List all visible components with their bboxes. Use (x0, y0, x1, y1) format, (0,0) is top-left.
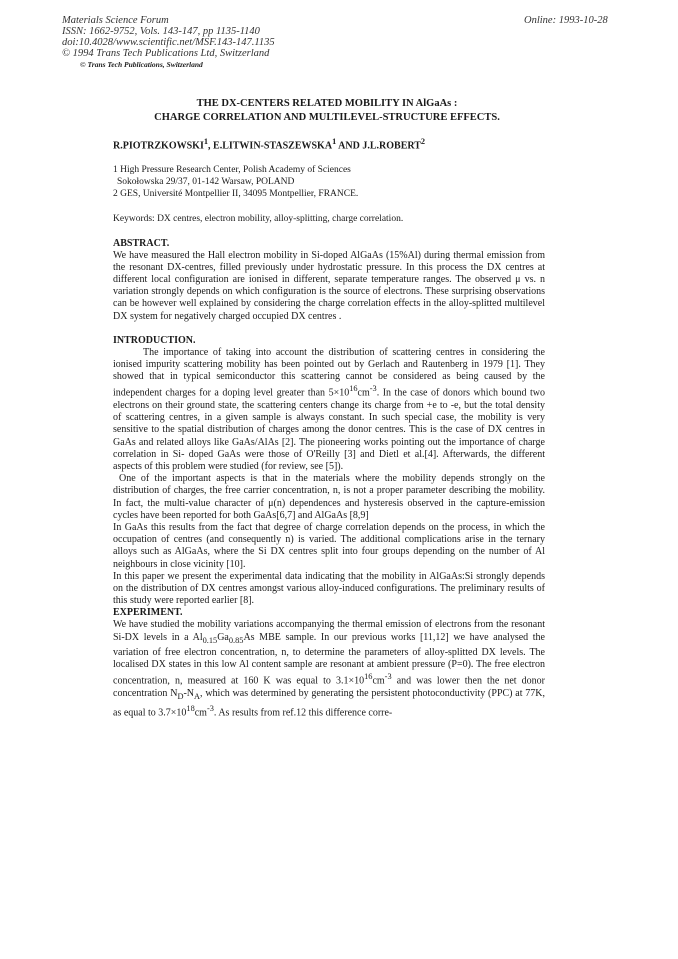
affiliations (113, 164, 545, 201)
journal-name: Materials Science Forum (62, 15, 169, 26)
author-list (113, 136, 545, 153)
affiliation-1 (113, 164, 545, 176)
exp-sup-2: -3 (384, 672, 392, 682)
author-1-affil: 1 (203, 137, 209, 146)
author-2: , E.LITWIN-STASZEWSKA (208, 140, 333, 152)
experiment-paragraph-1 (113, 619, 545, 719)
paper-title (109, 97, 545, 125)
title-line-2: CHARGE CORRELATION AND MULTILEVEL-STRUCTURE EFFECTS. (154, 112, 500, 123)
exp-sub-4: A (194, 691, 201, 701)
copyright-line: © 1994 Trans Tech Publications Ltd, Switzerland (62, 48, 270, 59)
issn-line: ISSN: 1662-9752, Vols. 143-147, pp 1135-1140 (62, 26, 260, 37)
author-1: R.PIOTRZKOWSKI (113, 140, 204, 152)
publisher-line: © Trans Tech Publications, Switzerland (80, 60, 203, 69)
exp-sub-2: 0.85 (228, 635, 244, 645)
intro-p1-part-c: . In the case of donors which bound two electrons on their ground state, the scattering centers change its charge from +e to -e, but the total density of scattering centres, in a given sample is always constant. In such special case, the mobility is very sensitive to the spatial distribution of charges among the donor centres. This is the case of DX centres in GaAs and related alloys like GaAs/AlAs [2]. The pioneering works pointing out the importance of charge correlation in Si- doped GaAs were those of O'Reilly [3] and Dietl et al.[4]. Afterwards, the different aspects of this problem were studied (for review, see [5]). (113, 387, 546, 472)
citation-header (62, 15, 275, 71)
intro-paragraph-4: In this paper we present the experimental data indicating that the mobility in AlGaAs:Si strongly depends on the distribution of DX centres amongst various alloy-induced configurations. The preliminary results of this study were reported earlier [8]. (113, 570, 545, 607)
intro-p1-part-b: cm (357, 387, 370, 399)
intro-paragraph-2: One of the important aspects is that in the materials where the mobility depends strongly on the distribution of charges, the free carrier concentration, n, is not a proper parameter describing the mobility. In fact, the multi-value character of μ(n) dependences and hysteresis observed in the capture-emission cycles have been reported for both GaAs[6,7] and AlGaAs [8,9] (113, 473, 545, 521)
affiliation-2 (113, 188, 545, 200)
exp-part-a: We have studied the mobility variations accompanying the thermal emission of electrons from the resonant Si-DX levels in a Al (113, 619, 545, 643)
intro-paragraph-3: In GaAs this results from the fact that degree of charge correlation depends on the process, in which the occupation of centres (and consequently n) is varied. The additional complications arise in the ternary alloys such as AlGaAs, where the Si DX centres split into four groups depending on the number of Al neighbours in close vicinity [10]. (113, 522, 545, 570)
affil-1-line-1: High Pressure Research Center, Polish Academy of Sciences (120, 164, 351, 175)
exp-sup-3: 18 (186, 703, 195, 713)
experiment-heading: EXPERIMENT. (113, 607, 183, 619)
exp-sub-3: D (177, 691, 184, 701)
affil-num-2: 2 (113, 189, 118, 200)
author-2-affil: 1 (332, 137, 337, 146)
exp-part-c: As MBE sample. In our previous works [11,12] we have analysed the variation of free electron concentration, n, to determine the parameters of alloy-splitted DX levels. The localised DX states in this low Al content sample are resonant at ambient pressure (P=0). The free electron concentration, n, measured at 160 K was equal to 3.1×10 (113, 631, 545, 687)
exp-part-f: -N (183, 687, 195, 699)
online-date: Online: 1993-10-28 (524, 15, 608, 26)
keywords: Keywords: DX centres, electron mobility, alloy-splitting, charge correlation. (113, 214, 404, 225)
abstract-text: We have measured the Hall electron mobility in Si-doped AlGaAs (15%Al) during thermal emission from the resonant DX-centres, filled previously under hydrostatic pressure. In this process the DX centres at different local configuration are ionised in different, separate temperature ranges. The observed μ vs. n variation strongly depends on which configuration is the source of electrons. These surprising observations can be however well explained by considering the charge correlation effects in the alloy-splitted multilevel DX system for negatively charged occupied DX centres . (113, 249, 545, 322)
exp-part-i: . As results from ref.12 this difference corre- (213, 707, 393, 719)
author-3-affil: 2 (420, 137, 426, 146)
affil-2-line: GES, Université Montpellier II, 34095 Montpellier, FRANCE. (120, 189, 359, 200)
intro-p1-sup-2: -3 (369, 384, 377, 394)
author-3: AND J.L.ROBERT (336, 140, 421, 152)
exp-part-b: Ga (217, 631, 229, 643)
intro-paragraph-1 (113, 347, 545, 473)
exp-part-d: cm (372, 675, 385, 687)
affil-num-1: 1 (113, 164, 118, 175)
affil-1-line-2: Sokołowska 29/37, 01-142 Warsaw, POLAND (117, 176, 295, 187)
doi-line: doi:10.4028/www.scientific.net/MSF.143-147.1135 (62, 37, 275, 48)
title-line-1: THE DX-CENTERS RELATED MOBILITY IN AlGaAs : (196, 98, 458, 109)
exp-sup-1: 16 (364, 672, 373, 682)
paper-body (113, 97, 545, 720)
abstract-heading: ABSTRACT. (113, 237, 170, 249)
intro-p1-part-a: The importance of taking into account the distribution of scattering centres in considering the ionised impurity scattering mobility has been pointed out by Gerlach and Rautenberg in 1979 [1]. They showed that in typical semiconductor this scattering cannot be considered as being caused by the independent charges for a doping level greater than 5×10 (113, 346, 545, 399)
exp-part-h: cm (194, 707, 207, 719)
exp-sub-1: 0.15 (202, 635, 218, 645)
exp-part-e: and was lower then the net donor concentration N (113, 675, 545, 699)
exp-part-g: , which was determined by generating the persistent photoconductivity (PPC) at 77K, as equal to 3.7×10 (113, 687, 546, 719)
intro-p1-sup-1: 16 (349, 384, 358, 394)
introduction-heading: INTRODUCTION. (113, 334, 196, 346)
exp-sup-4: -3 (206, 703, 214, 713)
